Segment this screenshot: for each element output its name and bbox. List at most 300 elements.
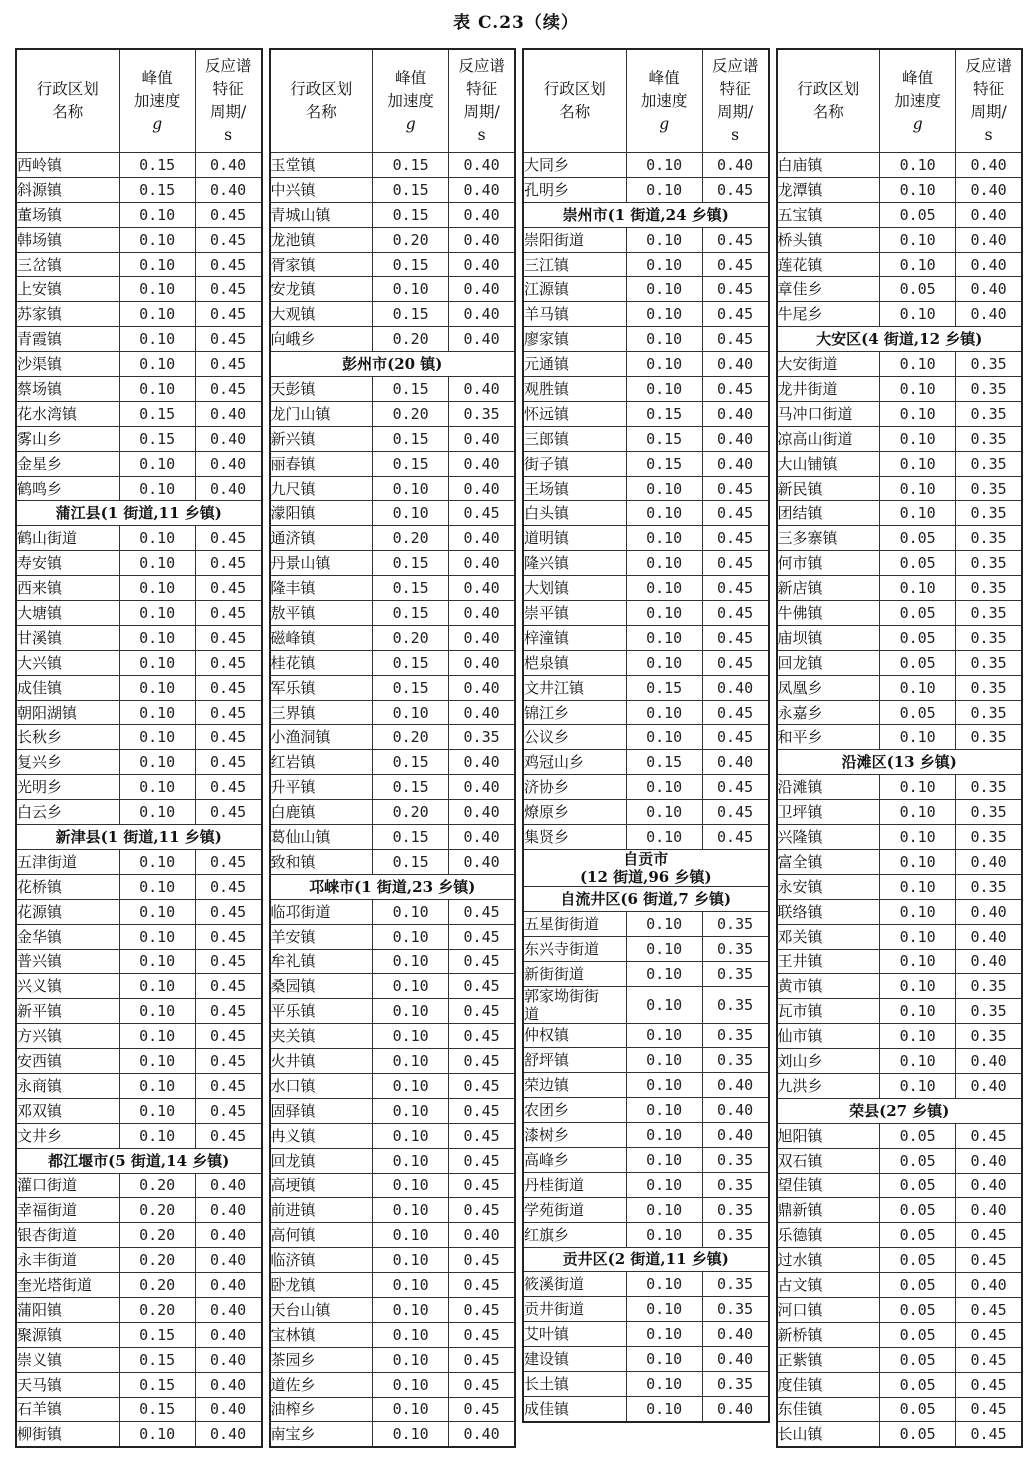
cell-accel: 0.10 (119, 725, 195, 750)
table-row (523, 725, 769, 750)
header-accel-line: 加速度 (640, 91, 688, 110)
table-row (777, 1372, 1023, 1397)
cell-name: 方兴镇 (16, 1024, 119, 1049)
table-body (777, 153, 1023, 1448)
cell-period: 0.40 (702, 451, 768, 476)
cell-accel: 0.20 (119, 1297, 195, 1322)
table-row (523, 1322, 769, 1347)
cell-name: 濛阳镇 (270, 501, 373, 526)
cell-name: 长秋乡 (16, 725, 119, 750)
cell-accel: 0.15 (119, 153, 195, 178)
cell-accel: 0.05 (880, 601, 956, 626)
cell-name: 新民镇 (777, 476, 880, 501)
cell-period: 0.45 (702, 725, 768, 750)
cell-accel: 0.15 (373, 650, 449, 675)
cell-period: 0.40 (956, 153, 1022, 178)
cell-period: 0.45 (702, 476, 768, 501)
cell-period: 0.35 (956, 426, 1022, 451)
cell-name: 敖平镇 (270, 601, 373, 626)
cell-period: 0.35 (702, 1371, 768, 1396)
cell-period: 0.45 (195, 650, 261, 675)
cell-name: 永丰街道 (16, 1248, 119, 1273)
table-row (16, 775, 262, 800)
cell-name: 水口镇 (270, 1073, 373, 1098)
cell-accel: 0.10 (880, 153, 956, 178)
cell-accel: 0.10 (880, 451, 956, 476)
cell-accel: 0.10 (880, 874, 956, 899)
cell-name: 双石镇 (777, 1148, 880, 1173)
cell-accel: 0.10 (880, 899, 956, 924)
table-row (16, 1073, 262, 1098)
table-row (777, 1198, 1023, 1223)
table-row (523, 1147, 769, 1172)
cell-period: 0.35 (702, 1023, 768, 1048)
table-row (270, 700, 516, 725)
cell-name: 卧龙镇 (270, 1273, 373, 1298)
cell-period: 0.40 (195, 1347, 261, 1372)
cell-name: 茶园乡 (270, 1347, 373, 1372)
cell-name: 三岔镇 (16, 252, 119, 277)
header-accel-line: 峰值 (141, 68, 173, 87)
table-row (270, 849, 516, 874)
table-row (777, 576, 1023, 601)
cell-accel: 0.10 (119, 302, 195, 327)
cell-accel: 0.10 (626, 625, 702, 650)
cell-accel: 0.10 (626, 1123, 702, 1148)
cell-period: 0.35 (956, 825, 1022, 850)
cell-period: 0.45 (702, 227, 768, 252)
cell-period: 0.40 (956, 177, 1022, 202)
cell-accel: 0.10 (373, 1372, 449, 1397)
cell-accel: 0.10 (626, 700, 702, 725)
table-row (777, 601, 1023, 626)
cell-period: 0.35 (956, 576, 1022, 601)
cell-name: 永安镇 (777, 874, 880, 899)
table-body (523, 153, 769, 1422)
table-row (523, 526, 769, 551)
table-row (777, 899, 1023, 924)
cell-accel: 0.10 (626, 1347, 702, 1372)
cell-period: 0.45 (702, 177, 768, 202)
cell-period: 0.45 (195, 576, 261, 601)
table-title: 表 C.23（续） (453, 13, 579, 33)
header-name-line: 名称 (559, 103, 591, 121)
cell-accel: 0.10 (626, 153, 702, 178)
cell-accel: 0.10 (880, 177, 956, 202)
cell-accel: 0.20 (373, 625, 449, 650)
cell-accel: 0.10 (626, 825, 702, 850)
cell-period: 0.35 (702, 911, 768, 936)
table-column (522, 48, 770, 1448)
table-header (16, 49, 262, 153)
cell-period: 0.45 (195, 874, 261, 899)
cell-name: 庙坝镇 (777, 625, 880, 650)
table-row (523, 451, 769, 476)
section-title: 沿滩区(13 乡镇) (777, 750, 1023, 775)
cell-period: 0.45 (702, 800, 768, 825)
cell-accel: 0.10 (626, 650, 702, 675)
table-row (16, 1273, 262, 1298)
cell-name: 黄市镇 (777, 974, 880, 999)
cell-accel: 0.10 (119, 924, 195, 949)
cell-name: 新桥镇 (777, 1322, 880, 1347)
table-row (777, 675, 1023, 700)
cell-name: 漆树乡 (523, 1123, 626, 1148)
cell-name: 油榨乡 (270, 1397, 373, 1422)
table-row (523, 327, 769, 352)
cell-period: 0.35 (956, 401, 1022, 426)
table-row (270, 1123, 516, 1148)
cell-name: 卫坪镇 (777, 800, 880, 825)
cell-accel: 0.10 (373, 1073, 449, 1098)
header-period-line: 周期/ (209, 103, 247, 121)
cell-accel: 0.10 (119, 849, 195, 874)
cell-period: 0.35 (956, 775, 1022, 800)
cell-name: 小渔洞镇 (270, 725, 373, 750)
cell-accel: 0.10 (119, 1049, 195, 1074)
section-title: 都江堰市(5 街道,14 乡镇) (16, 1148, 262, 1173)
table-row (270, 1073, 516, 1098)
cell-accel: 0.10 (119, 327, 195, 352)
header-period-line: s (731, 126, 740, 144)
cell-accel: 0.10 (880, 501, 956, 526)
table-row (270, 327, 516, 352)
cell-name: 成佳镇 (523, 1396, 626, 1421)
cell-name: 鹤鸣乡 (16, 476, 119, 501)
cell-period: 0.35 (956, 352, 1022, 377)
cell-period: 0.40 (449, 551, 515, 576)
cell-accel: 0.10 (373, 700, 449, 725)
cell-accel: 0.10 (626, 725, 702, 750)
cell-period: 0.45 (195, 775, 261, 800)
cell-accel: 0.10 (626, 1322, 702, 1347)
section-row (16, 501, 262, 526)
table-row (16, 1322, 262, 1347)
section-row (523, 849, 769, 886)
cell-period: 0.45 (449, 501, 515, 526)
cell-accel: 0.10 (373, 974, 449, 999)
cell-name: 银杏街道 (16, 1223, 119, 1248)
table-row (523, 227, 769, 252)
cell-period: 0.35 (702, 1297, 768, 1322)
table-row (523, 1222, 769, 1247)
cell-name: 崇义镇 (16, 1347, 119, 1372)
cell-accel: 0.10 (626, 327, 702, 352)
cell-period: 0.45 (195, 625, 261, 650)
cell-accel: 0.10 (626, 476, 702, 501)
cell-accel: 0.10 (119, 252, 195, 277)
cell-accel: 0.15 (373, 377, 449, 402)
cell-period: 0.40 (195, 1397, 261, 1422)
cell-accel: 0.05 (880, 700, 956, 725)
cell-accel: 0.10 (880, 401, 956, 426)
cell-accel: 0.10 (626, 1023, 702, 1048)
cell-accel: 0.15 (373, 252, 449, 277)
cell-accel: 0.10 (119, 899, 195, 924)
cell-accel: 0.10 (626, 377, 702, 402)
cell-accel: 0.10 (880, 974, 956, 999)
table-row (16, 302, 262, 327)
cell-accel: 0.10 (626, 775, 702, 800)
cell-period: 0.40 (449, 451, 515, 476)
table-row (777, 999, 1023, 1024)
cell-period: 0.45 (195, 725, 261, 750)
header-accel-line: 峰值 (902, 68, 934, 87)
cell-period: 0.45 (449, 1173, 515, 1198)
cell-period: 0.45 (195, 601, 261, 626)
table-row (523, 153, 769, 178)
section-title: 贡井区(2 街道,11 乡镇) (523, 1247, 769, 1272)
cell-name: 正紫镇 (777, 1347, 880, 1372)
cell-accel: 0.15 (119, 1372, 195, 1397)
cell-period: 0.35 (956, 650, 1022, 675)
cell-period: 0.40 (702, 1322, 768, 1347)
data-table (269, 48, 517, 1448)
cell-name: 沿滩镇 (777, 775, 880, 800)
table-row (777, 426, 1023, 451)
cell-period: 0.45 (195, 252, 261, 277)
table-row (523, 750, 769, 775)
cell-name: 河口镇 (777, 1297, 880, 1322)
header-accel (880, 49, 956, 153)
cell-name: 崇平镇 (523, 601, 626, 626)
table-row (270, 1098, 516, 1123)
table-row (270, 675, 516, 700)
cell-period: 0.45 (956, 1223, 1022, 1248)
cell-period: 0.45 (195, 800, 261, 825)
table-row (777, 700, 1023, 725)
table-row (16, 202, 262, 227)
section-row (523, 886, 769, 911)
cell-accel: 0.10 (373, 924, 449, 949)
cell-accel: 0.10 (373, 1123, 449, 1148)
cell-period: 0.45 (956, 1248, 1022, 1273)
table-row (16, 750, 262, 775)
cell-name: 公议乡 (523, 725, 626, 750)
table-row (777, 1148, 1023, 1173)
cell-period: 0.45 (449, 1397, 515, 1422)
cell-period: 0.40 (702, 1347, 768, 1372)
table-row (270, 377, 516, 402)
cell-accel: 0.15 (119, 401, 195, 426)
table-row (16, 177, 262, 202)
cell-name: 永商镇 (16, 1073, 119, 1098)
cell-name: 江源镇 (523, 277, 626, 302)
cell-period: 0.40 (195, 1173, 261, 1198)
cell-name: 大山铺镇 (777, 451, 880, 476)
table-row (523, 551, 769, 576)
cell-accel: 0.10 (880, 252, 956, 277)
table-row (523, 650, 769, 675)
cell-accel: 0.10 (119, 949, 195, 974)
cell-period: 0.35 (956, 625, 1022, 650)
cell-accel: 0.10 (880, 1024, 956, 1049)
cell-name: 通济镇 (270, 526, 373, 551)
cell-accel: 0.15 (119, 1322, 195, 1347)
cell-period: 0.45 (449, 1198, 515, 1223)
cell-name: 牛佛镇 (777, 601, 880, 626)
cell-period: 0.45 (956, 1372, 1022, 1397)
cell-accel: 0.10 (119, 202, 195, 227)
cell-accel: 0.15 (119, 426, 195, 451)
cell-name: 学苑街道 (523, 1197, 626, 1222)
table-row (16, 252, 262, 277)
cell-period: 0.40 (449, 750, 515, 775)
table-row (777, 1397, 1023, 1422)
cell-name: 雾山乡 (16, 426, 119, 451)
table-row (16, 426, 262, 451)
cell-period: 0.40 (449, 277, 515, 302)
cell-accel: 0.10 (373, 1049, 449, 1074)
header-accel-line: 加速度 (133, 91, 181, 110)
cell-name: 成佳镇 (16, 675, 119, 700)
header-accel (119, 49, 195, 153)
table-row (777, 1073, 1023, 1098)
header-accel-line: 峰值 (395, 68, 427, 87)
table-row (523, 177, 769, 202)
cell-name: 致和镇 (270, 849, 373, 874)
cell-period: 0.45 (195, 352, 261, 377)
cell-accel: 0.05 (880, 1372, 956, 1397)
cell-name: 丽春镇 (270, 451, 373, 476)
cell-accel: 0.10 (626, 1197, 702, 1222)
cell-name: 升平镇 (270, 775, 373, 800)
cell-period: 0.45 (702, 650, 768, 675)
cell-period: 0.45 (702, 625, 768, 650)
header-row (16, 49, 262, 153)
cell-name: 集贤乡 (523, 825, 626, 850)
table-row (16, 1098, 262, 1123)
cell-name: 新店镇 (777, 576, 880, 601)
cell-period: 0.35 (449, 725, 515, 750)
cell-period: 0.45 (195, 899, 261, 924)
cell-name: 董场镇 (16, 202, 119, 227)
cell-accel: 0.10 (119, 451, 195, 476)
table-row (16, 800, 262, 825)
header-period-line: 特征 (212, 80, 244, 98)
cell-period: 0.45 (195, 849, 261, 874)
cell-period: 0.40 (702, 401, 768, 426)
cell-name: 廖家镇 (523, 327, 626, 352)
cell-period: 0.40 (195, 476, 261, 501)
cell-name: 新平镇 (16, 999, 119, 1024)
cell-period: 0.45 (195, 974, 261, 999)
cell-period: 0.40 (956, 924, 1022, 949)
section-title: 彭州市(20 镇) (270, 352, 516, 377)
header-row (270, 49, 516, 153)
table-row (270, 227, 516, 252)
header-name-line: 名称 (305, 103, 337, 121)
table-row (777, 1273, 1023, 1298)
table-row (270, 725, 516, 750)
cell-name: 旭阳镇 (777, 1123, 880, 1148)
cell-period: 0.45 (195, 750, 261, 775)
cell-name: 临济镇 (270, 1248, 373, 1273)
cell-period: 0.40 (449, 576, 515, 601)
table-row (270, 825, 516, 850)
cell-period: 0.40 (956, 1173, 1022, 1198)
cell-period: 0.35 (956, 874, 1022, 899)
cell-name-line: 郭家坳街街 (524, 986, 600, 1005)
cell-period: 0.40 (195, 1372, 261, 1397)
cell-accel: 0.10 (626, 911, 702, 936)
cell-name: 苏家镇 (16, 302, 119, 327)
cell-accel: 0.20 (373, 227, 449, 252)
cell-period: 0.35 (956, 451, 1022, 476)
cell-name: 安西镇 (16, 1049, 119, 1074)
header-name-line: 行政区划 (36, 80, 99, 98)
cell-accel: 0.15 (373, 451, 449, 476)
cell-name: 文井乡 (16, 1123, 119, 1148)
table-row (16, 650, 262, 675)
cell-name: 胥家镇 (270, 252, 373, 277)
table-row (270, 999, 516, 1024)
table-row (523, 700, 769, 725)
cell-name: 仙市镇 (777, 1024, 880, 1049)
cell-name: 普兴镇 (16, 949, 119, 974)
cell-name: 金星乡 (16, 451, 119, 476)
cell-name: 复兴乡 (16, 750, 119, 775)
table-row (523, 911, 769, 936)
table-row (16, 526, 262, 551)
cell-name: 平乐镇 (270, 999, 373, 1024)
cell-period: 0.45 (195, 924, 261, 949)
cell-accel: 0.10 (373, 949, 449, 974)
cell-name: 天彭镇 (270, 377, 373, 402)
table-row (777, 1422, 1023, 1447)
table-row (16, 153, 262, 178)
cell-name: 幸福街道 (16, 1198, 119, 1223)
cell-accel: 0.15 (119, 1397, 195, 1422)
cell-accel: 0.10 (626, 1396, 702, 1421)
cell-period: 0.45 (449, 999, 515, 1024)
cell-name: 大兴镇 (16, 650, 119, 675)
cell-accel: 0.10 (626, 1048, 702, 1073)
table-row (270, 924, 516, 949)
cell-name: 回龙镇 (777, 650, 880, 675)
table-row (270, 576, 516, 601)
cell-name: 望佳镇 (777, 1173, 880, 1198)
cell-period: 0.35 (702, 961, 768, 986)
cell-name: 崇阳街道 (523, 227, 626, 252)
table-column (269, 48, 517, 1448)
cell-name: 前进镇 (270, 1198, 373, 1223)
table-row (777, 501, 1023, 526)
table-row (523, 775, 769, 800)
cell-accel: 0.15 (626, 750, 702, 775)
table-row (777, 277, 1023, 302)
table-row (523, 1297, 769, 1322)
cell-accel: 0.10 (373, 1297, 449, 1322)
cell-period: 0.40 (702, 1073, 768, 1098)
cell-period: 0.35 (956, 601, 1022, 626)
cell-accel: 0.10 (626, 302, 702, 327)
table-row (777, 974, 1023, 999)
table-row (270, 800, 516, 825)
table-row (777, 451, 1023, 476)
cell-name: 临邛街道 (270, 899, 373, 924)
cell-accel: 0.10 (626, 1297, 702, 1322)
table-row (523, 601, 769, 626)
cell-period: 0.40 (449, 625, 515, 650)
cell-name: 回龙镇 (270, 1148, 373, 1173)
table-row (523, 501, 769, 526)
cell-name: 三界镇 (270, 700, 373, 725)
table-row (523, 1347, 769, 1372)
table-row (523, 1023, 769, 1048)
cell-period: 0.45 (702, 277, 768, 302)
cell-accel: 0.10 (880, 1073, 956, 1098)
